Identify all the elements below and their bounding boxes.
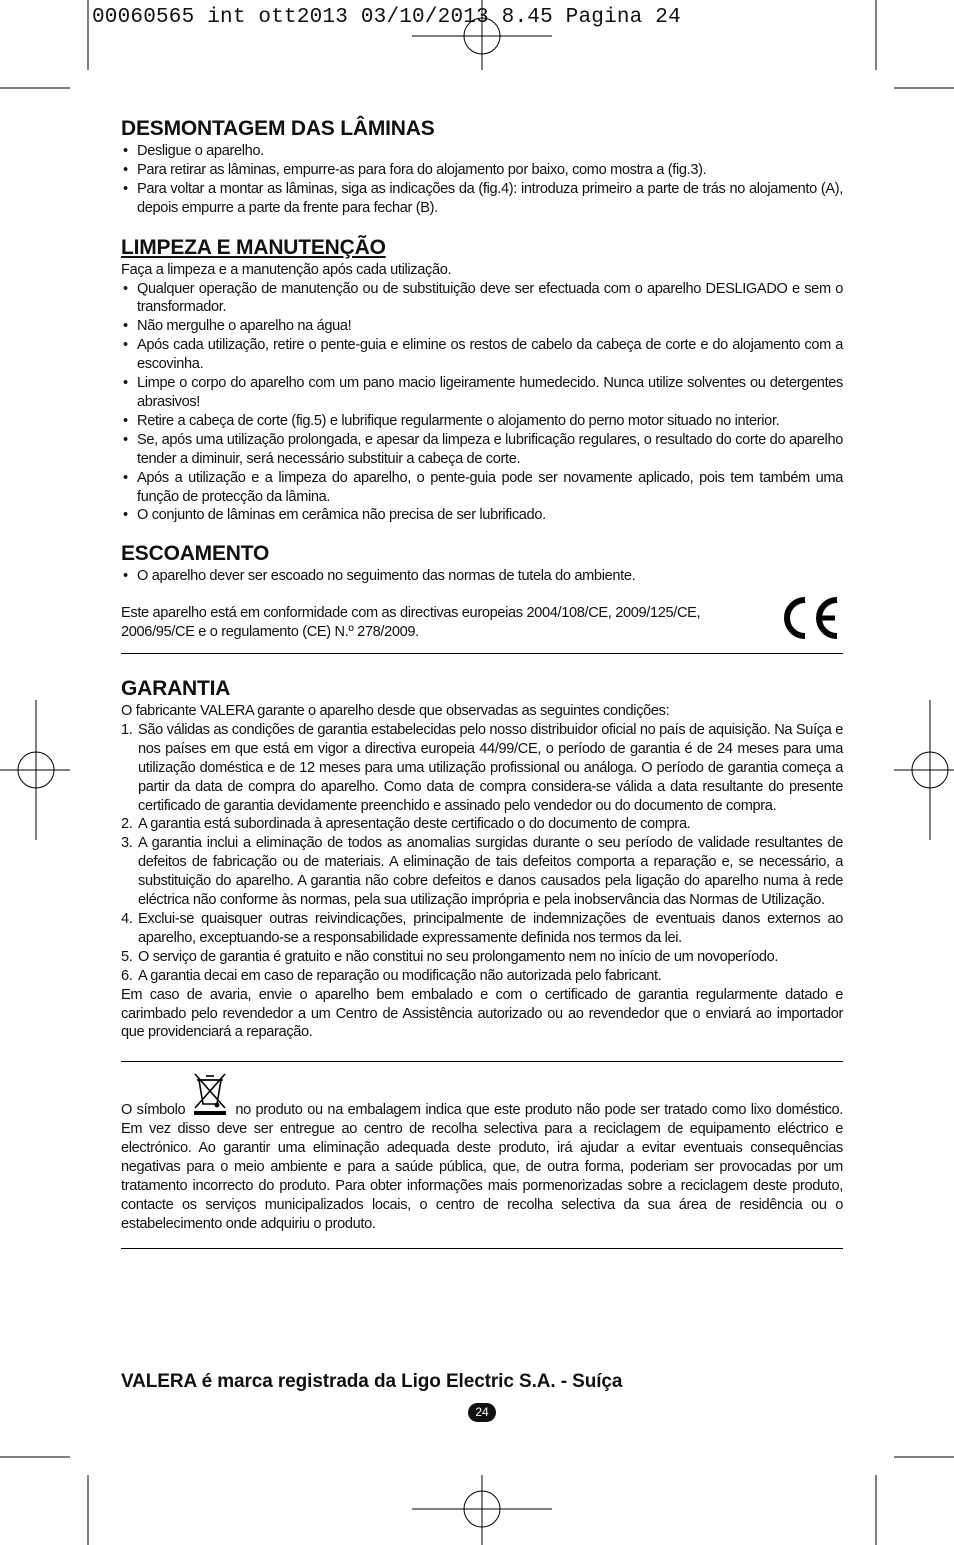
section-title-escoamento: ESCOAMENTO — [121, 542, 270, 566]
limpeza-intro: Faça a limpeza e a manutenção após cada utilização. — [121, 261, 452, 278]
registration-mark-left-icon — [0, 700, 70, 840]
escoamento-list — [121, 567, 843, 586]
list-item: • Não mergulhe o aparelho na água! — [121, 317, 843, 336]
list-item: 4. Exclui-se quaisquer outras reivindicações, principalmente de indemnizações de eventuais danos externos ao aparelho, exceptuando-se a responsabilidade expressamente definida nos termos da lei. — [121, 911, 843, 946]
list-item: • Retire a cabeça de corte (fig.5) e lubrifique regularmente o alojamento do perno motor situado no interior. — [121, 412, 843, 431]
section-title-limpeza: LIMPEZA E MANUTENÇÃO — [121, 235, 386, 259]
limpeza-list — [121, 280, 843, 526]
page-number-badge: 24 — [468, 1403, 496, 1422]
section-title-garantia: GARANTIA — [121, 677, 231, 701]
list-item: • Desligue o aparelho. — [121, 142, 843, 161]
divider — [121, 1248, 843, 1249]
garantia-intro: O fabricante VALERA garante o aparelho desde que observadas as seguintes condições: — [121, 703, 670, 720]
list-item: • O aparelho dever ser escoado no seguimento das normas de tutela do ambiente. — [121, 567, 843, 586]
list-item: • Para voltar a montar as lâminas, siga as indicações da (fig.4): introduza primeiro a parte de trás no alojamento (A), depois empurre a parte da frente para fechar (B). — [121, 180, 843, 218]
list-item: • Limpe o corpo do aparelho com um pano macio ligeiramente humedecido. Nunca utilize solventes ou detergentes abrasivos! — [121, 374, 843, 412]
weee-text-after: no produto ou na embalagem indica que este produto não pode ser tratado como lixo doméstico. Em vez disso deve ser entregue ao centro de recolha selectiva para a reciclagem de equipamento eléctrico e electrónico. Ao garantir uma eliminação adequada deste produto, irá ajudar a evitar eventuais consequências negativas para o meio ambiente e para a saúde pública, que, de outra forma, poderiam ser provocadas por um tratamento incorrecto do produto. Para obter informações mais pormenorizadas sobre a reciclagem deste produto, contacte os serviços municipalizados locais, o centro de recolha selectiva da sua área de residência ou o estabelecimento onde adquiriu o produto. — [121, 1102, 843, 1232]
registration-mark-bottom-icon — [412, 1475, 552, 1545]
list-item: 2. A garantia está subordinada à apresentação deste certificado o do documento de compra. — [121, 816, 691, 833]
list-item: 6. A garantia decai em caso de reparação ou modificação não autorizada pelo fabricant. — [121, 967, 662, 984]
crossed-out-wheelie-bin-icon — [191, 1072, 229, 1116]
list-item: 5. O serviço de garantia é gratuito e não constitui no seu prolongamento nem no início de um novoperíodo. — [121, 948, 779, 965]
garantia-closing: Em caso de avaria, envie o aparelho bem embalado e com o certificado de garantia regularmente datado e carimbado pelo revendedor a um Centro de Assistência autorizado ou ao revendedor que o enviará ao importador que providenciará a reparação. — [121, 986, 843, 1041]
conformity-row — [121, 604, 843, 642]
conformity-text: Este aparelho está em conformidade com as directivas europeias 2004/108/CE, 2009/125/CE, 2006/95/CE e o regulamento (CE) N.º 278/2009. — [121, 605, 701, 641]
list-item: 3. A garantia inclui a eliminação de todos as anomalias surgidas durante o seu período de validade resultantes de defeitos de fabricação ou de materiais. A eliminação de tais defeitos comporta a reparação e, se necessário, a substituição do aparelho. A garantia não cobre defeitos e danos causados pela ligação do aparelho numa à rede eléctrica não conforme às normas, pela sua utilização imprópria e pela inobservância das Normas de Utilização. — [121, 835, 843, 909]
list-item: 1. São válidas as condições de garantia estabelecidas pelo nosso distribuidor oficial no país de aquisição. Na Suíça e nos países em que está em vigor a directiva europeia 44/99/CE, o período de garantia é de 24 meses para uma utilização doméstica e de 12 meses para uma utilização profissional ou análoga. O período de garantia começa a partir da data de compra do aparelho. Como data de compra considera-se válida a data resultante do presente certificado de garantia devidamente preenchido e assinado pelo vendedor ou do documento de compra. — [121, 721, 843, 814]
brand-footer: VALERA é marca registrada da Ligo Electric S.A. - Suíça — [121, 1371, 623, 1392]
list-item: • O conjunto de lâminas em cerâmica não precisa de ser lubrificado. — [121, 506, 843, 525]
ce-mark-icon — [781, 596, 841, 640]
list-item: • Qualquer operação de manutenção ou de substituição deve ser efectuada com o aparelho DESLIGADO e sem o transformador. — [121, 280, 843, 318]
list-item: • Se, após uma utilização prolongada, e apesar da limpeza e lubrificação regulares, o resultado do corte do aparelho tender a diminuir, será necessário substituir a cabeça de corte. — [121, 431, 843, 469]
list-item: • Para retirar as lâminas, empurre-as para fora do alojamento por baixo, como mostra a (fig.3). — [121, 161, 843, 180]
print-slug-header: 00060565 int ott2013 03/10/2013 8.45 Pagina 24 — [92, 6, 681, 29]
desmontagem-list — [121, 142, 843, 218]
page-content — [121, 116, 843, 1249]
weee-paragraph — [121, 1096, 843, 1233]
registration-mark-right-icon — [894, 700, 954, 840]
garantia-list — [121, 721, 843, 986]
list-item: • Após cada utilização, retire o pente-guia e elimine os restos de cabelo da cabeça de corte e do alojamento com a escovinha. — [121, 336, 843, 374]
section-title-desmontagem: DESMONTAGEM DAS LÂMINAS — [121, 117, 435, 140]
weee-text-before: O símbolo — [121, 1102, 186, 1119]
list-item: • Após a utilização e a limpeza do aparelho, o pente-guia pode ser novamente aplicado, pois tem também uma função de protecção da lâmina. — [121, 469, 843, 507]
